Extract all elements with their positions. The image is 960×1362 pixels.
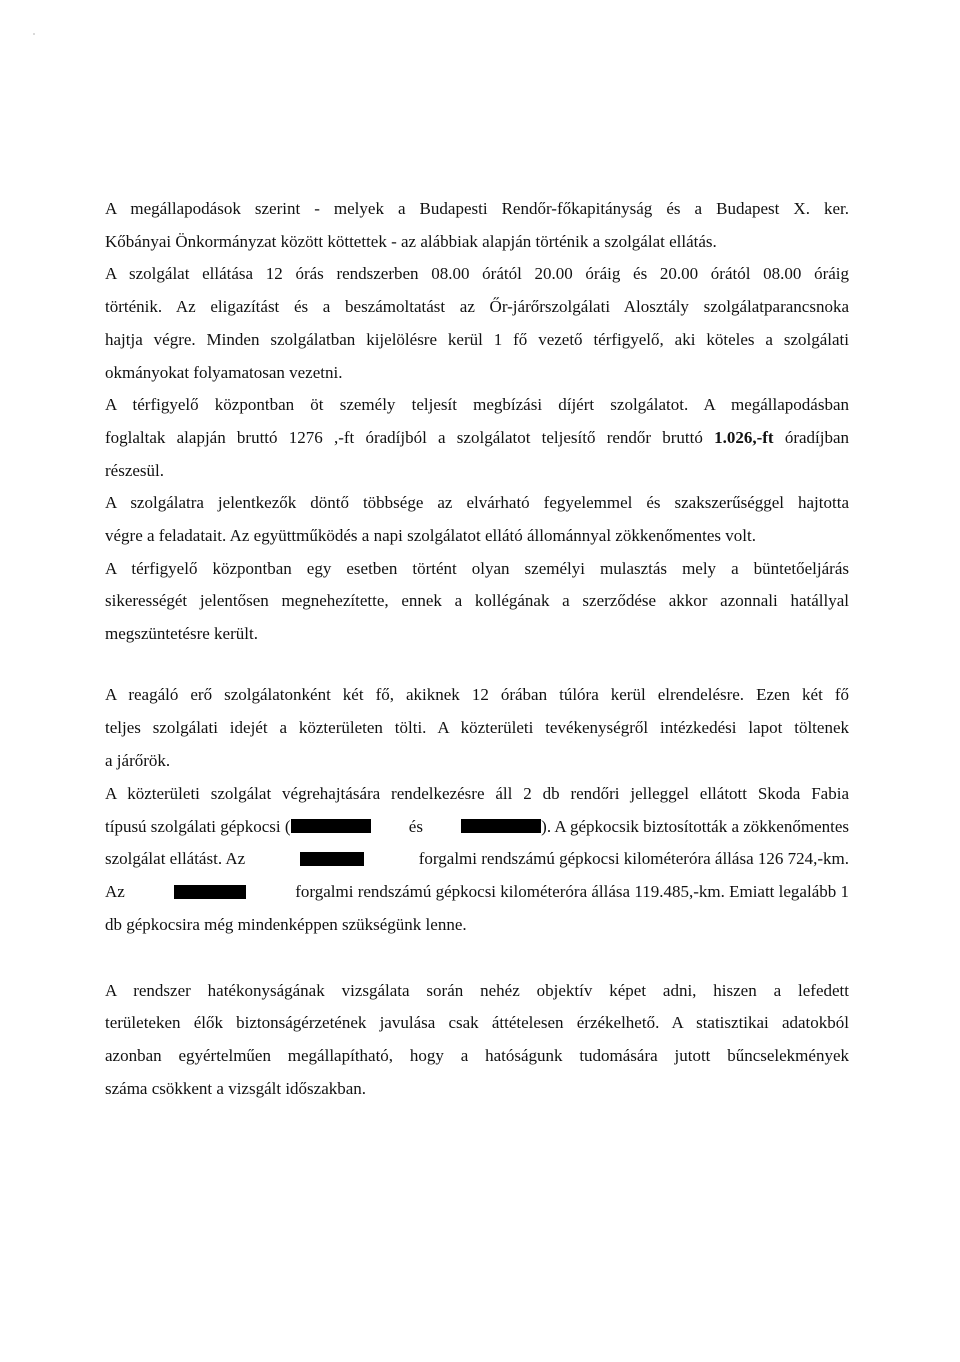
text-line: A térfigyelő központban egy esetben történt olyan személyi mulasztás mely a büntetőeljárás bbox=[105, 559, 849, 578]
redaction-bar bbox=[300, 852, 364, 866]
text-line: teljes szolgálati idejét a közterületen tölti. A közterületi tevékenységről intézkedési lapot töltenek bbox=[105, 718, 849, 737]
text-line: A reagáló erő szolgálatonként két fő, akiknek 12 órában túlóra kerül elrendelésre. Ezen két fő bbox=[105, 685, 849, 704]
text-line: megszüntetésre került. bbox=[105, 624, 258, 643]
text-line: A rendszer hatékonyságának vizsgálata során nehéz objektív képet adni, hiszen a lefedett bbox=[105, 981, 849, 1000]
text-line: db gépkocsira még mindenképpen szükségünk lenne. bbox=[105, 915, 467, 934]
text-line: azonban egyértelműen megállapítható, hogy a hatóságunk tudomására jutott bűncselekmények bbox=[105, 1046, 849, 1065]
text-segment: foglaltak alapján bruttó 1276 ,-ft óradíjból a szolgálatot teljesítő rendőr bruttó bbox=[105, 428, 703, 447]
text-line-with-redactions bbox=[105, 816, 849, 838]
text-line: sikerességét jelentősen megnehezítette, ennek a kollégának a szerződése akkor azonnali hatállyal bbox=[105, 591, 849, 610]
text-line: A közterületi szolgálat végrehajtására rendelkezésre áll 2 db rendőri jelleggel ellátott Skoda Fabia bbox=[105, 784, 849, 803]
redaction-bar bbox=[461, 819, 541, 833]
text-line: A szolgálat ellátása 12 órás rendszerben 08.00 órától 20.00 óráig és 20.00 órától 08.00 óráig bbox=[105, 264, 849, 283]
text-line: okmányokat folyamatosan vezetni. bbox=[105, 363, 343, 382]
scan-speck bbox=[33, 33, 35, 35]
text-segment: forgalmi rendszámú gépkocsi kilométeróra állása 126 724,-km. bbox=[418, 849, 849, 868]
text-segment: óradíjban bbox=[784, 428, 850, 447]
text-line: történik. Az eligazítást és a beszámoltatást az Őr-járőrszolgálati Alosztály szolgálatparancsnoka bbox=[105, 297, 849, 316]
text-line: A szolgálatra jelentkezők döntő többsége az elvárható fegyelemmel és szakszerűséggel hajtotta bbox=[105, 493, 849, 512]
text-line-with-redaction bbox=[105, 848, 849, 870]
bold-amount: 1.026,-ft bbox=[714, 428, 774, 447]
text-line: hajtja végre. Minden szolgálatban kijelölésre kerül 1 fő vezető térfigyelő, aki köteles a szolgálati bbox=[105, 330, 849, 349]
text-line: Kőbányai Önkormányzat között köttettek - az alábbiak alapján történik a szolgálat ellátás. bbox=[105, 232, 717, 251]
text-line-with-redaction bbox=[105, 881, 849, 903]
text-segment: típusú szolgálati gépkocsi ( bbox=[105, 816, 371, 838]
text-line-with-bold bbox=[105, 427, 849, 449]
text-line: végre a feladatait. Az együttműködés a napi szolgálatot ellátó állománnyal zökkenőmentes volt. bbox=[105, 526, 756, 545]
text-line: a járőrök. bbox=[105, 751, 171, 770]
redaction-bar bbox=[291, 819, 371, 833]
text-line: A megállapodások szerint - melyek a Budapesti Rendőr-főkapitányság és a Budapest X. ker. bbox=[105, 199, 849, 218]
text-segment: forgalmi rendszámú gépkocsi kilométeróra állása 119.485,-km. Emiatt legalább 1 bbox=[295, 882, 849, 901]
text-line: területeken élők biztonságérzetének javulása csak áttételesen érzékelhető. A statisztikai adatokból bbox=[105, 1013, 849, 1032]
text-line: száma csökkent a vizsgált időszakban. bbox=[105, 1079, 367, 1098]
text-segment: szolgálat ellátást. Az bbox=[105, 849, 246, 868]
text-segment: Az bbox=[105, 882, 125, 901]
text-segment: és bbox=[408, 817, 423, 836]
text-line: részesül. bbox=[105, 461, 165, 480]
text-segment: ). A gépkocsik biztosították a zökkenőmentes bbox=[461, 816, 849, 838]
redaction-bar bbox=[174, 885, 246, 899]
text-line: A térfigyelő központban öt személy teljesít megbízási díjért szolgálatot. A megállapodásban bbox=[105, 395, 849, 414]
